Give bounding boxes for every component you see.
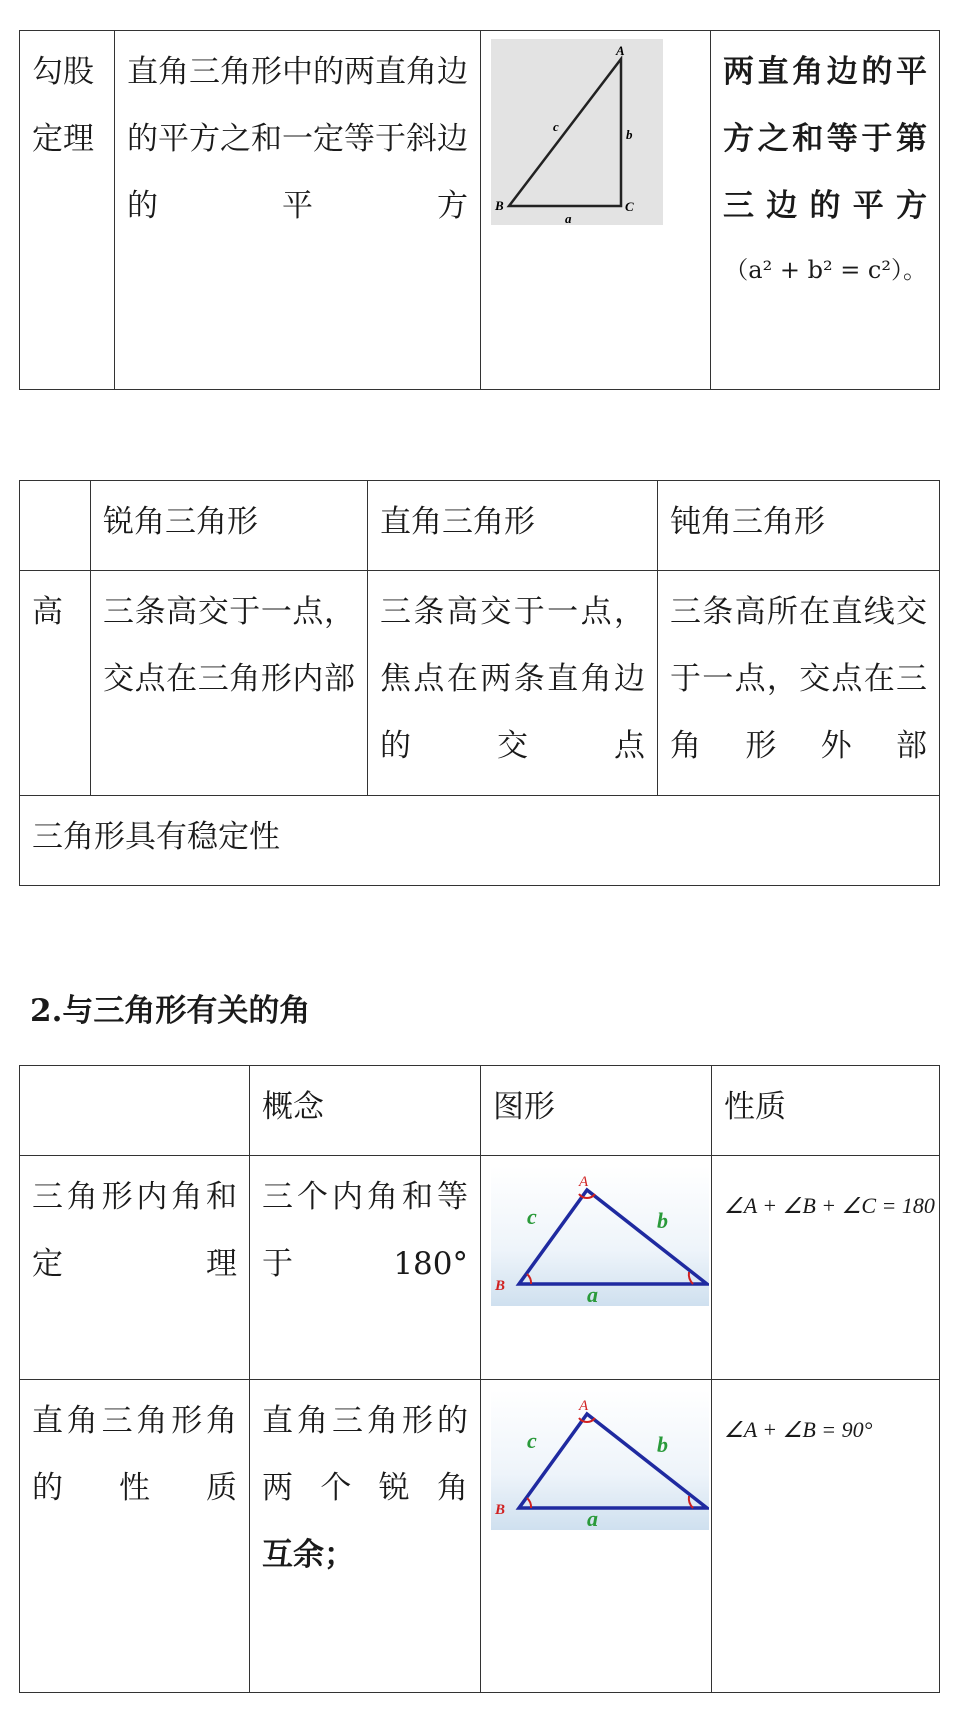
right-angle-prop-concept-cell [250, 1380, 481, 1693]
angle-sum-triangle-figure [491, 1166, 709, 1306]
stability-note: 三角形具有稳定性 [20, 796, 940, 886]
side-b-label: b [657, 1432, 668, 1457]
theorem-name-cell [20, 31, 115, 390]
vertex-c-label: C [625, 199, 634, 214]
altitude-corner-cell [20, 481, 91, 571]
header-obtuse: 钝角三角形 [658, 481, 940, 571]
vertex-b-label: B [495, 1278, 506, 1294]
theorem-formula: （a² + b² = c²）。 [724, 256, 927, 284]
right-angle-prop-name: 直角三角形角的性质 [20, 1380, 250, 1693]
side-b-label: b [657, 1208, 668, 1233]
right-triangle-figure-cell [481, 31, 711, 390]
vertex-a-label: A [616, 43, 625, 58]
side-c-label: c [553, 119, 559, 134]
right-triangle-figure [491, 39, 663, 225]
altitude-table [19, 480, 940, 886]
side-c-label: c [527, 1428, 537, 1453]
side-a-label: a [565, 211, 572, 225]
theorem-prop-cell [711, 31, 940, 390]
angles-table [19, 1065, 940, 1693]
side-b-label: b [626, 127, 633, 142]
vertex-b-label: B [495, 198, 504, 213]
right-angle-figure-cell [481, 1380, 712, 1693]
theorem-desc-cell [115, 31, 481, 390]
angle-sum-concept: 三个内角和等于180° [250, 1156, 481, 1380]
altitude-obtuse-cell: 三条高所在直线交于一点，交点在三角形外部 [658, 571, 940, 796]
header-acute: 锐角三角形 [91, 481, 368, 571]
right-angle-formula-cell [712, 1380, 940, 1693]
altitude-acute-cell: 三条高交于一点，交点在三角形内部 [91, 571, 368, 796]
angle-sum-formula: ∠A + ∠B + ∠C = 180 [724, 1193, 935, 1218]
pythagorean-table [19, 30, 940, 390]
angle-sum-name: 三角形内角和定理 [20, 1156, 250, 1380]
header-property: 性质 [712, 1066, 940, 1156]
side-a-label: a [587, 1282, 598, 1306]
header-concept: 概念 [250, 1066, 481, 1156]
header-right: 直角三角形 [368, 481, 658, 571]
right-angle-triangle-figure [491, 1390, 709, 1530]
angle-sum-figure-cell [481, 1156, 712, 1380]
vertex-b-label: B [495, 1502, 506, 1518]
angle-sum-formula-cell [712, 1156, 940, 1380]
section-title: 2.与三角形有关的角 [30, 993, 311, 1029]
right-angle-prop-concept: 直角三角形的两个锐角 [262, 1403, 468, 1506]
side-c-label: c [527, 1204, 537, 1229]
vertex-a-label: A [579, 1174, 589, 1190]
vertex-a-label: A [579, 1398, 589, 1414]
complementary-label: 互余； [262, 1537, 355, 1573]
header-figure: 图形 [481, 1066, 712, 1156]
right-angle-formula: ∠A + ∠B = 90° [724, 1417, 873, 1442]
altitude-right-cell: 三条高交于一点，焦点在两条直角边的交点 [368, 571, 658, 796]
theorem-prop: 两直角边的平方之和等于第三边的平方 [723, 54, 927, 224]
theorem-desc: 直角三角形中的两直角边的平方之和一定等于斜边的平方 [127, 54, 468, 224]
side-a-label: a [587, 1506, 598, 1530]
altitude-row-label: 高 [20, 571, 91, 796]
theorem-name: 勾股定理 [32, 54, 94, 157]
angles-corner-cell [20, 1066, 250, 1156]
